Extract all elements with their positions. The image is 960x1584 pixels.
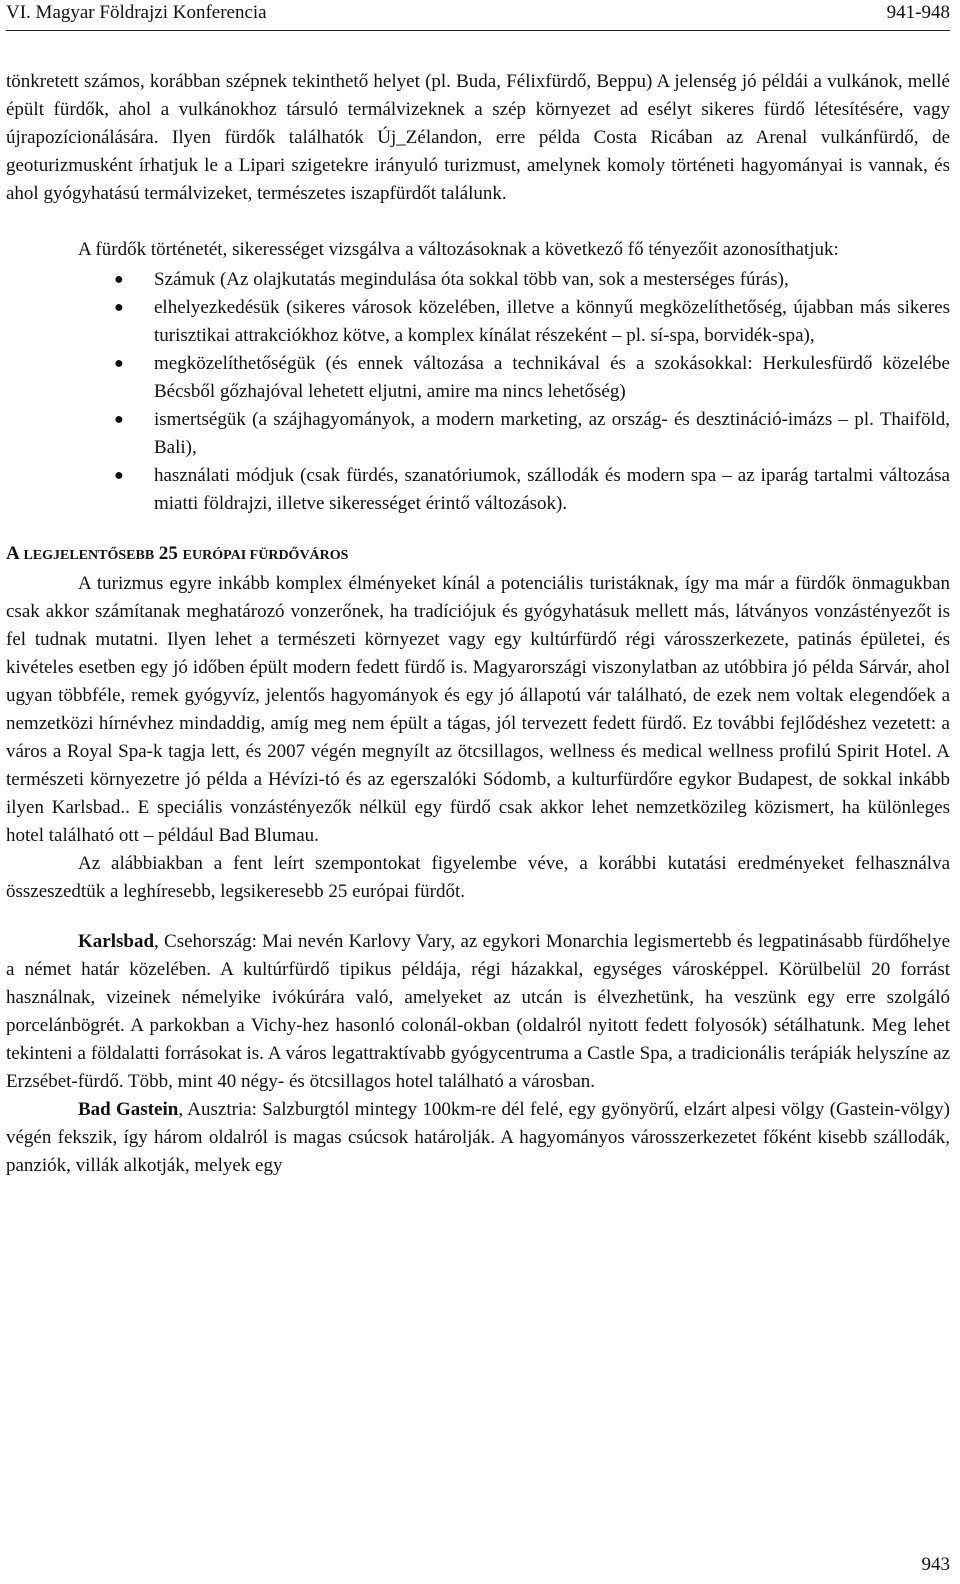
section-heading: A LEGJELENTŐSEBB 25 EURÓPAI FÜRDŐVÁROS	[6, 543, 349, 564]
paragraph-factors-intro: A fürdők történetét, sikerességet vizsgálva a változásoknak a következő fő tényezőit azonosíthatjuk:	[78, 239, 839, 260]
bullet-icon: ●	[114, 299, 124, 316]
list-item: ● használati módjuk (csak fürdés, szanatóriumok, szállodák és modern spa – az iparág tartalmi változása miatti földrajzi, illetve sikerességet érintő változások).	[6, 462, 950, 518]
section-paragraph-1: A turizmus egyre inkább komplex élményeket kínál a potenciális turistáknak, így ma már a fürdők önmagukban csak akkor számítanak meghatározó vonzerőnek, ha tradíciójuk és gyógyhatásuk mellett más, látványos vonzástényezőt is fel tudnak mutatni. Ilyen lehet a természeti környezet vagy egy kultúrfürdő régi városszerkezete, patinás épületei, és kivételes esetben egy jó időben épült modern fedett fürdő is. Magyarországi viszonylatban az utóbbira jó példa Sárvár, ahol ugyan többféle, remek gyógyvíz, jelentős hagyományok és egy jó állapotú vár található, de ezek nem voltak elegendőek a nemzetközi hírnévhez mindaddig, amíg meg nem épült a tágas, jól tervezett fedett fürdő. Ez további fejlődéshez vezetett: a város a Royal Spa-k tagja lett, és 2007 végén megnyílt az ötcsillagos, wellness és medical wellness profilú Spirit Hotel. A természeti környezetre jó példa a Hévízi-tó és az egerszalóki Sódomb, a kulturfürdőre egykor Budapest, de sokkal inkább ilyen Karlsbad.. E speciális vonzástényezők nélkül egy fürdő csak akkor lehet nemzetközileg közismert, ha különleges hotel található ott – például Bad Blumau.	[6, 573, 950, 846]
page-body	[6, 68, 950, 1180]
entry-name-karlsbad: Karlsbad	[78, 931, 155, 952]
list-item: ● Számuk (Az olajkutatás megindulása óta sokkal több van, sok a mesterséges fúrás),	[6, 266, 950, 294]
factor-list	[6, 266, 950, 518]
bullet-icon: ●	[114, 467, 124, 484]
list-item: ● ismertségük (a szájhagyományok, a modern marketing, az ország- és desztináció-imázs – pl. Thaiföld, Bali),	[6, 406, 950, 462]
running-header	[6, 0, 950, 31]
section-paragraph-2: Az alábbiakban a fent leírt szempontokat figyelembe véve, a korábbi kutatási eredményeket felhasználva összeszedtük a leghíresebb, legsikeresebb 25 európai fürdőt.	[6, 853, 950, 902]
bullet-icon: ●	[114, 355, 124, 372]
bullet-icon: ●	[114, 411, 124, 428]
list-item: ● elhelyezkedésük (sikeres városok közelében, illetve a könnyű megközelíthetőség, újabban más sikeres turisztikai attrakciókhoz kötve, a komplex kínálat részeként – pl. sí-spa, borvidék-spa),	[6, 294, 950, 350]
entry-bad-gastein: Bad Gastein, Ausztria: Salzburgtól mintegy 100km-re dél felé, egy gyönyörű, elzárt alpesi völgy (Gastein-völgy) végén fekszik, így három oldalról is magas csúcsok határolják. A hagyományos városszerkezetet főként kisebb szállodák, panziók, villák alkotják, melyek egy	[6, 1099, 950, 1176]
bullet-icon: ●	[114, 271, 124, 288]
entry-name-bad-gastein: Bad Gastein	[78, 1099, 179, 1120]
page-number: 943	[921, 1554, 950, 1575]
header-conference-title: VI. Magyar Földrajzi Konferencia	[6, 2, 267, 23]
list-item: ● megközelíthetőségük (és ennek változása a technikával és a szokásokkal: Herkulesfürdő közelébe Bécsből gőzhajóval lehetett eljutni, amire ma nincs lehetőség)	[6, 350, 950, 406]
header-page-range: 941-948	[886, 2, 950, 23]
paragraph-continuation: tönkretett számos, korábban szépnek tekinthető helyet (pl. Buda, Félixfürdő, Beppu) A jelenség jó példái a vulkánok, mellé épült fürdők, ahol a vulkánokhoz társuló termálvizeknek a szép környezet ad esélyt sikeres fürdő létesítésére, vagy újrapozícionálására. Ilyen fürdők találhatók Új_Zélandon, erre példa Costa Ricában az Arenal vulkánfürdő, de geoturizmusként írhatjuk le a Lipari szigetekre irányuló turizmust, amelynek komoly történeti hagyományai is vannak, és ahol gyógyhatású termálvizeket, természetes iszapfürdőt találunk.	[6, 71, 950, 204]
entry-karlsbad: Karlsbad, Csehország: Mai nevén Karlovy Vary, az egykori Monarchia legismertebb és legpatinásabb fürdőhelye a német határ közelében. A kultúrfürdő tipikus példája, régi házakkal, egységes városképpel. Körülbelül 20 forrást használnak, vizeinek némelyike ivókúrára való, amelyeket az utcán is élvezhetünk, ha veszünk egy erre szolgáló porcelánbögrét. A parkokban a Vichy-hez hasonló colonál-okban (oldalról nyitott fedett folyosók) sétálhatunk. Meg lehet tekinteni a földalatti forrásokat is. A város legattraktívabb gyógycentruma a Castle Spa, a tradicionális terápiák helyszíne az Erzsébet-fürdő. Több, mint 40 négy- és ötcsillagos hotel található a városban.	[6, 931, 950, 1092]
